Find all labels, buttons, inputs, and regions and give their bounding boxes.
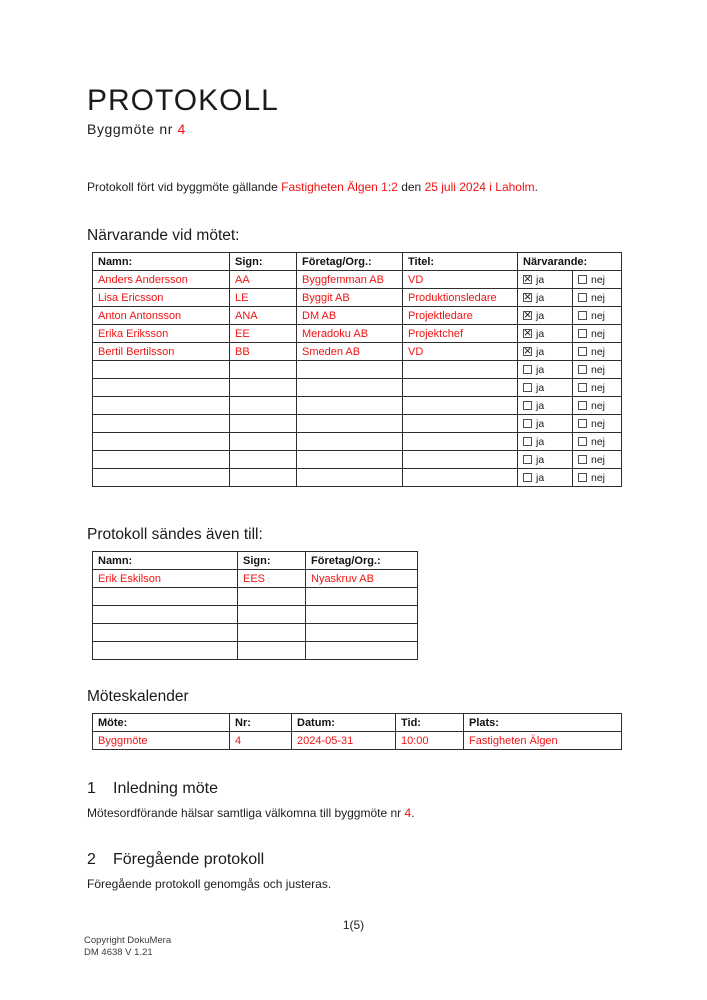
ja-label: ja <box>536 327 545 340</box>
section-number: 1 <box>87 780 96 797</box>
attendee-title <box>403 379 518 397</box>
col-header-narvarande: Närvarande: <box>518 253 622 271</box>
recipient-sign <box>238 624 306 642</box>
checkbox-ja[interactable] <box>523 383 532 392</box>
attendee-title: Projektledare <box>403 307 518 325</box>
attendee-company: Byggfemman AB <box>297 271 403 289</box>
section-1-heading <box>87 780 218 798</box>
attendee-name: Anders Andersson <box>93 271 230 289</box>
ja-cell <box>518 415 573 433</box>
section-2-heading <box>87 851 264 869</box>
ja-label: ja <box>536 453 545 466</box>
recipient-name <box>93 642 238 660</box>
col-header-datum: Datum: <box>292 714 396 732</box>
attendee-company <box>297 433 403 451</box>
section-1-body <box>87 806 415 820</box>
ja-label: ja <box>536 471 545 484</box>
attendee-sign <box>230 415 297 433</box>
table-header-row <box>93 552 418 570</box>
attendee-title <box>403 451 518 469</box>
calendar-heading: Möteskalender <box>87 688 189 705</box>
section-title: Inledning möte <box>113 780 218 797</box>
recipient-company <box>306 624 418 642</box>
checkbox-nej[interactable] <box>578 275 587 284</box>
col-header-nr: Nr: <box>230 714 292 732</box>
copyright-line: Copyright DokuMera <box>84 935 172 946</box>
ja-cell <box>518 289 573 307</box>
checkbox-nej[interactable] <box>578 365 587 374</box>
body-meeting-number: 4 <box>404 806 412 820</box>
attendee-sign: BB <box>230 343 297 361</box>
ja-cell <box>518 271 573 289</box>
ja-cell <box>518 379 573 397</box>
body-text: . <box>411 806 415 820</box>
recipient-sign: EES <box>238 570 306 588</box>
table-row <box>93 343 622 361</box>
copyright-block <box>84 935 171 959</box>
nej-label: nej <box>591 309 606 322</box>
nej-cell <box>573 307 622 325</box>
subtitle-meeting-number: 4 <box>177 121 186 137</box>
attendee-name <box>93 433 230 451</box>
recipient-company <box>306 588 418 606</box>
ja-cell <box>518 343 573 361</box>
recipient-company: Nyaskruv AB <box>306 570 418 588</box>
attendee-company: Smeden AB <box>297 343 403 361</box>
attendee-title <box>403 397 518 415</box>
document-subtitle <box>87 121 186 137</box>
ja-label: ja <box>536 417 545 430</box>
attendee-sign <box>230 379 297 397</box>
table-row-empty <box>93 624 418 642</box>
ja-label: ja <box>536 363 545 376</box>
attendee-sign <box>230 433 297 451</box>
meeting-number: 4 <box>230 732 292 750</box>
table-row-empty <box>93 379 622 397</box>
attendees-heading: Närvarande vid mötet: <box>87 227 240 244</box>
col-header-mote: Möte: <box>93 714 230 732</box>
attendee-company <box>297 379 403 397</box>
checkbox-ja[interactable] <box>523 329 532 338</box>
checkbox-ja[interactable] <box>523 473 532 482</box>
table-row <box>93 271 622 289</box>
col-header-foretag: Företag/Org.: <box>306 552 418 570</box>
attendee-sign: AA <box>230 271 297 289</box>
attendee-sign <box>230 469 297 487</box>
attendee-title: Produktionsledare <box>403 289 518 307</box>
ja-cell <box>518 307 573 325</box>
checkbox-ja[interactable] <box>523 347 532 356</box>
ja-label: ja <box>536 381 545 394</box>
checkbox-nej[interactable] <box>578 401 587 410</box>
ja-cell <box>518 433 573 451</box>
checkbox-ja[interactable] <box>523 365 532 374</box>
checkbox-nej[interactable] <box>578 419 587 428</box>
checkbox-nej[interactable] <box>578 293 587 302</box>
distribution-table <box>92 551 418 660</box>
col-header-titel: Titel: <box>403 253 518 271</box>
recipient-name <box>93 624 238 642</box>
nej-cell <box>573 469 622 487</box>
nej-label: nej <box>591 291 606 304</box>
nej-cell <box>573 289 622 307</box>
attendee-name: Bertil Bertilsson <box>93 343 230 361</box>
nej-cell <box>573 379 622 397</box>
nej-cell <box>573 361 622 379</box>
attendee-title <box>403 415 518 433</box>
attendee-name <box>93 379 230 397</box>
ja-label: ja <box>536 399 545 412</box>
table-row-empty <box>93 361 622 379</box>
intro-date-place: 25 juli 2024 i Laholm <box>424 180 535 194</box>
attendee-sign <box>230 361 297 379</box>
attendee-name <box>93 469 230 487</box>
ja-label: ja <box>536 309 545 322</box>
ja-cell <box>518 451 573 469</box>
col-header-plats: Plats: <box>464 714 622 732</box>
table-row-empty <box>93 606 418 624</box>
nej-cell <box>573 415 622 433</box>
page-title: PROTOKOLL <box>87 84 279 117</box>
meeting-type: Byggmöte <box>93 732 230 750</box>
intro-text: . <box>534 180 538 194</box>
attendee-sign: EE <box>230 325 297 343</box>
recipient-name: Erik Eskilson <box>93 570 238 588</box>
checkbox-ja[interactable] <box>523 311 532 320</box>
body-text: Föregående protokoll genomgås och justeras. <box>87 877 332 891</box>
table-row-empty <box>93 588 418 606</box>
checkbox-nej[interactable] <box>578 383 587 392</box>
table-row-empty <box>93 415 622 433</box>
nej-cell <box>573 343 622 361</box>
intro-paragraph <box>87 180 647 194</box>
nej-label: nej <box>591 381 606 394</box>
attendee-company <box>297 397 403 415</box>
attendee-company <box>297 361 403 379</box>
nej-cell <box>573 433 622 451</box>
ja-label: ja <box>536 435 545 448</box>
attendee-name: Erika Eriksson <box>93 325 230 343</box>
body-text: Mötesordförande hälsar samtliga välkomna till byggmöte nr <box>87 806 405 820</box>
checkbox-nej[interactable] <box>578 347 587 356</box>
nej-cell <box>573 451 622 469</box>
recipient-sign <box>238 606 306 624</box>
attendee-name <box>93 415 230 433</box>
intro-property-name: Fastigheten Älgen 1:2 <box>281 180 398 194</box>
section-2-body <box>87 877 331 891</box>
table-row-empty <box>93 451 622 469</box>
attendee-sign: LE <box>230 289 297 307</box>
table-row-empty <box>93 469 622 487</box>
table-row <box>93 732 622 750</box>
checkbox-ja[interactable] <box>523 293 532 302</box>
intro-text: Protokoll fört vid byggmöte gällande <box>87 180 282 194</box>
attendee-company <box>297 415 403 433</box>
ja-cell <box>518 397 573 415</box>
nej-label: nej <box>591 435 606 448</box>
meeting-time: 10:00 <box>396 732 464 750</box>
recipient-company <box>306 642 418 660</box>
nej-label: nej <box>591 399 606 412</box>
recipient-name <box>93 588 238 606</box>
col-header-tid: Tid: <box>396 714 464 732</box>
meeting-date: 2024-05-31 <box>292 732 396 750</box>
section-title: Föregående protokoll <box>113 851 265 868</box>
distribution-heading: Protokoll sändes även till: <box>87 526 263 543</box>
attendees-table <box>92 252 622 487</box>
table-row-empty <box>93 397 622 415</box>
table-row-empty <box>93 642 418 660</box>
attendee-company: Meradoku AB <box>297 325 403 343</box>
attendee-title: Projektchef <box>403 325 518 343</box>
nej-label: nej <box>591 417 606 430</box>
recipient-name <box>93 606 238 624</box>
col-header-sign: Sign: <box>230 253 297 271</box>
ja-cell <box>518 325 573 343</box>
recipient-sign <box>238 642 306 660</box>
table-header-row <box>93 714 622 732</box>
attendee-company <box>297 469 403 487</box>
attendee-name <box>93 361 230 379</box>
ja-cell <box>518 361 573 379</box>
nej-cell <box>573 397 622 415</box>
checkbox-ja[interactable] <box>523 455 532 464</box>
checkbox-nej[interactable] <box>578 329 587 338</box>
attendee-name <box>93 397 230 415</box>
table-row-empty <box>93 433 622 451</box>
nej-cell <box>573 325 622 343</box>
table-header-row <box>93 253 622 271</box>
ja-cell <box>518 469 573 487</box>
calendar-table <box>92 713 622 750</box>
checkbox-nej[interactable] <box>578 311 587 320</box>
checkbox-nej[interactable] <box>578 455 587 464</box>
nej-label: nej <box>591 273 606 286</box>
attendee-company: DM AB <box>297 307 403 325</box>
col-header-namn: Namn: <box>93 253 230 271</box>
nej-label: nej <box>591 453 606 466</box>
attendee-title <box>403 361 518 379</box>
recipient-company <box>306 606 418 624</box>
intro-text: den <box>397 180 425 194</box>
attendee-title: VD <box>403 271 518 289</box>
attendee-name: Anton Antonsson <box>93 307 230 325</box>
nej-cell <box>573 271 622 289</box>
recipient-sign <box>238 588 306 606</box>
attendee-name <box>93 451 230 469</box>
checkbox-ja[interactable] <box>523 419 532 428</box>
col-header-sign: Sign: <box>238 552 306 570</box>
nej-label: nej <box>591 327 606 340</box>
attendee-name: Lisa Ericsson <box>93 289 230 307</box>
table-row <box>93 307 622 325</box>
table-row <box>93 325 622 343</box>
checkbox-ja[interactable] <box>523 401 532 410</box>
checkbox-ja[interactable] <box>523 275 532 284</box>
checkbox-ja[interactable] <box>523 437 532 446</box>
attendee-title: VD <box>403 343 518 361</box>
attendee-title <box>403 469 518 487</box>
attendee-sign <box>230 397 297 415</box>
attendee-company: Byggit AB <box>297 289 403 307</box>
attendee-sign: ANA <box>230 307 297 325</box>
subtitle-text: Byggmöte nr <box>87 121 178 137</box>
attendee-company <box>297 451 403 469</box>
document-version: DM 4638 V 1.21 <box>84 947 153 958</box>
attendee-sign <box>230 451 297 469</box>
checkbox-nej[interactable] <box>578 473 587 482</box>
meeting-place: Fastigheten Älgen <box>464 732 622 750</box>
nej-label: nej <box>591 471 606 484</box>
section-number: 2 <box>87 851 96 868</box>
ja-label: ja <box>536 273 545 286</box>
ja-label: ja <box>536 345 545 358</box>
table-row <box>93 570 418 588</box>
checkbox-nej[interactable] <box>578 437 587 446</box>
nej-label: nej <box>591 345 606 358</box>
table-row <box>93 289 622 307</box>
col-header-foretag: Företag/Org.: <box>297 253 403 271</box>
col-header-namn: Namn: <box>93 552 238 570</box>
attendee-title <box>403 433 518 451</box>
page-number: 1(5) <box>342 918 365 932</box>
nej-label: nej <box>591 363 606 376</box>
ja-label: ja <box>536 291 545 304</box>
